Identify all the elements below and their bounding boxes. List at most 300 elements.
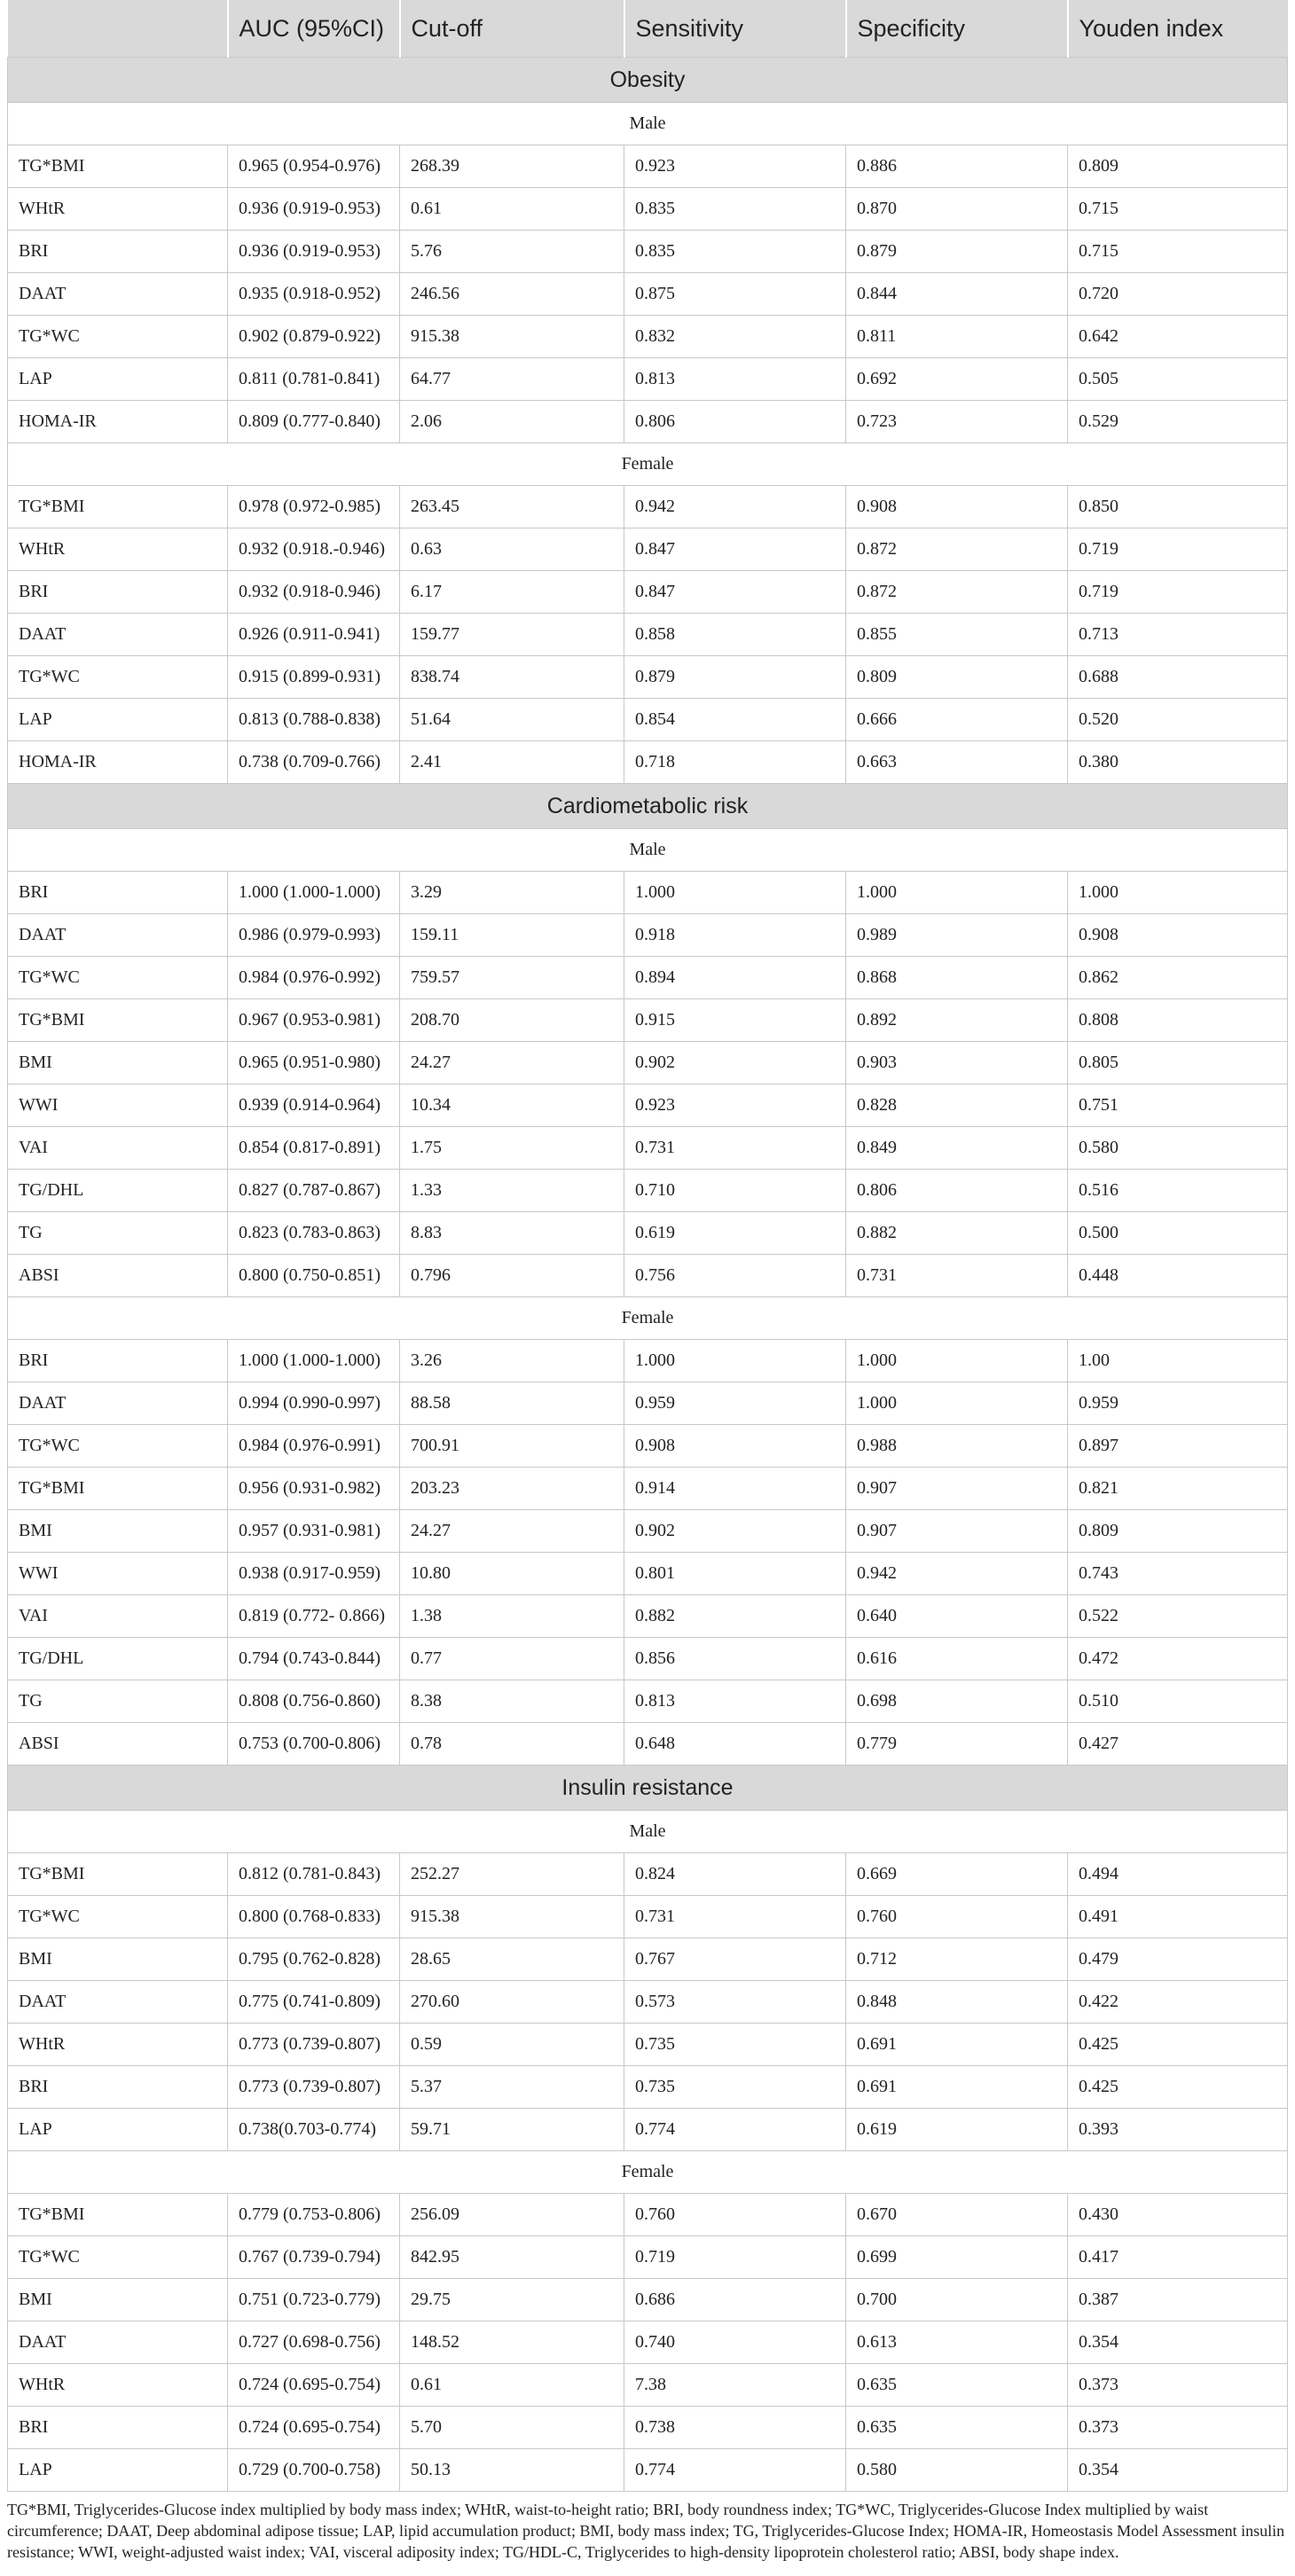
specificity-cell: 0.903 (846, 1042, 1068, 1084)
youden-index-cell: 0.425 (1068, 2066, 1288, 2109)
indicator-cell: TG*WC (8, 1425, 228, 1468)
auc-cell: 0.773 (0.739-0.807) (228, 2066, 400, 2109)
specificity-cell: 0.849 (846, 1127, 1068, 1170)
specificity-cell: 0.989 (846, 914, 1068, 957)
cutoff-cell: 64.77 (400, 358, 624, 401)
table-row (8, 999, 1288, 1042)
specificity-cell: 1.000 (846, 1340, 1068, 1382)
table-row (8, 2449, 1288, 2492)
specificity-cell: 0.616 (846, 1638, 1068, 1680)
cutoff-cell: 10.80 (400, 1553, 624, 1595)
specificity-cell: 0.699 (846, 2236, 1068, 2279)
sensitivity-cell: 0.854 (624, 699, 846, 741)
cutoff-cell: 1.75 (400, 1127, 624, 1170)
specificity-cell: 0.892 (846, 999, 1068, 1042)
indicator-cell: DAAT (8, 614, 228, 656)
group-row (8, 1297, 1288, 1340)
indicator-cell: BRI (8, 571, 228, 614)
cutoff-cell: 208.70 (400, 999, 624, 1042)
specificity-cell: 0.907 (846, 1468, 1068, 1510)
indicator-cell: TG*WC (8, 957, 228, 999)
youden-index-cell: 0.425 (1068, 2024, 1288, 2066)
sensitivity-cell: 0.813 (624, 358, 846, 401)
sensitivity-cell: 0.719 (624, 2236, 846, 2279)
auc-cell: 0.812 (0.781-0.843) (228, 1853, 400, 1896)
cutoff-cell: 5.70 (400, 2407, 624, 2449)
auc-cell: 0.794 (0.743-0.844) (228, 1638, 400, 1680)
table-row (8, 145, 1288, 188)
group-label: Female (8, 443, 1288, 486)
auc-cell: 0.978 (0.972-0.985) (228, 486, 400, 529)
group-label: Male (8, 103, 1288, 145)
table-row (8, 2236, 1288, 2279)
table-row (8, 2364, 1288, 2407)
specificity-cell: 0.868 (846, 957, 1068, 999)
table-row (8, 1510, 1288, 1553)
auc-cell: 0.854 (0.817-0.891) (228, 1127, 400, 1170)
sensitivity-cell: 0.774 (624, 2449, 846, 2492)
youden-index-cell: 0.688 (1068, 656, 1288, 699)
cutoff-cell: 10.34 (400, 1084, 624, 1127)
indicator-cell: WHtR (8, 2364, 228, 2407)
cutoff-cell: 0.61 (400, 188, 624, 231)
specificity-cell: 0.723 (846, 401, 1068, 443)
auc-cell: 0.902 (0.879-0.922) (228, 316, 400, 358)
indicator-cell: TG*BMI (8, 999, 228, 1042)
sensitivity-cell: 1.000 (624, 872, 846, 914)
specificity-cell: 1.000 (846, 1382, 1068, 1425)
auc-cell: 0.800 (0.768-0.833) (228, 1896, 400, 1938)
youden-index-cell: 0.510 (1068, 1680, 1288, 1723)
sensitivity-cell: 0.858 (624, 614, 846, 656)
auc-cell: 0.819 (0.772- 0.866) (228, 1595, 400, 1638)
sensitivity-cell: 0.879 (624, 656, 846, 699)
indicator-cell: BRI (8, 872, 228, 914)
indicator-cell: TG (8, 1680, 228, 1723)
group-label: Female (8, 1297, 1288, 1340)
table-row (8, 316, 1288, 358)
roc-results-table (7, 0, 1288, 2492)
youden-index-cell: 0.354 (1068, 2449, 1288, 2492)
specificity-cell: 0.811 (846, 316, 1068, 358)
indicator-cell: DAAT (8, 273, 228, 316)
indicator-cell: LAP (8, 358, 228, 401)
table-row (8, 1853, 1288, 1896)
auc-cell: 0.827 (0.787-0.867) (228, 1170, 400, 1212)
header-youden-index: Youden index (1068, 0, 1288, 58)
youden-index-cell: 0.494 (1068, 1853, 1288, 1896)
section-row (8, 784, 1288, 829)
table-header (8, 0, 1288, 58)
youden-index-cell: 0.354 (1068, 2322, 1288, 2364)
auc-cell: 0.932 (0.918.-0.946) (228, 529, 400, 571)
table-row (8, 1212, 1288, 1255)
table-row (8, 957, 1288, 999)
indicator-cell: VAI (8, 1595, 228, 1638)
sensitivity-cell: 0.908 (624, 1425, 846, 1468)
indicator-cell: HOMA-IR (8, 401, 228, 443)
sensitivity-cell: 0.710 (624, 1170, 846, 1212)
cutoff-cell: 270.60 (400, 1981, 624, 2024)
youden-index-cell: 0.713 (1068, 614, 1288, 656)
indicator-cell: BMI (8, 2279, 228, 2322)
auc-cell: 0.753 (0.700-0.806) (228, 1723, 400, 1766)
indicator-cell: BRI (8, 2066, 228, 2109)
cutoff-cell: 203.23 (400, 1468, 624, 1510)
table-row (8, 2109, 1288, 2151)
cutoff-cell: 915.38 (400, 1896, 624, 1938)
table-row (8, 2322, 1288, 2364)
cutoff-cell: 2.06 (400, 401, 624, 443)
auc-cell: 0.936 (0.919-0.953) (228, 231, 400, 273)
cutoff-cell: 148.52 (400, 2322, 624, 2364)
sensitivity-cell: 0.731 (624, 1127, 846, 1170)
cutoff-cell: 842.95 (400, 2236, 624, 2279)
sensitivity-cell: 0.882 (624, 1595, 846, 1638)
auc-cell: 0.984 (0.976-0.992) (228, 957, 400, 999)
indicator-cell: LAP (8, 699, 228, 741)
sensitivity-cell: 0.856 (624, 1638, 846, 1680)
cutoff-cell: 24.27 (400, 1510, 624, 1553)
specificity-cell: 0.844 (846, 273, 1068, 316)
auc-cell: 0.724 (0.695-0.754) (228, 2364, 400, 2407)
group-label: Male (8, 829, 1288, 872)
indicator-cell: ABSI (8, 1255, 228, 1297)
cutoff-cell: 0.63 (400, 529, 624, 571)
auc-cell: 0.823 (0.783-0.863) (228, 1212, 400, 1255)
group-row (8, 2151, 1288, 2194)
table-row (8, 1340, 1288, 1382)
cutoff-cell: 252.27 (400, 1853, 624, 1896)
sensitivity-cell: 0.835 (624, 188, 846, 231)
sensitivity-cell: 0.902 (624, 1042, 846, 1084)
indicator-cell: TG*BMI (8, 486, 228, 529)
youden-index-cell: 0.417 (1068, 2236, 1288, 2279)
cutoff-cell: 838.74 (400, 656, 624, 699)
table-row (8, 2279, 1288, 2322)
auc-cell: 0.965 (0.954-0.976) (228, 145, 400, 188)
auc-cell: 0.935 (0.918-0.952) (228, 273, 400, 316)
specificity-cell: 0.886 (846, 145, 1068, 188)
specificity-cell: 0.580 (846, 2449, 1068, 2492)
cutoff-cell: 1.38 (400, 1595, 624, 1638)
auc-cell: 0.808 (0.756-0.860) (228, 1680, 400, 1723)
youden-index-cell: 0.743 (1068, 1553, 1288, 1595)
auc-cell: 0.938 (0.917-0.959) (228, 1553, 400, 1595)
sensitivity-cell: 0.735 (624, 2024, 846, 2066)
cutoff-cell: 50.13 (400, 2449, 624, 2492)
youden-index-cell: 0.719 (1068, 529, 1288, 571)
indicator-cell: HOMA-IR (8, 741, 228, 784)
specificity-cell: 0.635 (846, 2407, 1068, 2449)
youden-index-cell: 0.808 (1068, 999, 1288, 1042)
indicator-cell: LAP (8, 2449, 228, 2492)
cutoff-cell: 2.41 (400, 741, 624, 784)
group-label: Male (8, 1811, 1288, 1853)
youden-index-cell: 0.520 (1068, 699, 1288, 741)
table-row (8, 486, 1288, 529)
auc-cell: 0.926 (0.911-0.941) (228, 614, 400, 656)
cutoff-cell: 700.91 (400, 1425, 624, 1468)
specificity-cell: 0.806 (846, 1170, 1068, 1212)
youden-index-cell: 0.373 (1068, 2364, 1288, 2407)
sensitivity-cell: 0.923 (624, 145, 846, 188)
section-title: Cardiometabolic risk (8, 784, 1288, 829)
youden-index-cell: 0.642 (1068, 316, 1288, 358)
indicator-cell: VAI (8, 1127, 228, 1170)
specificity-cell: 0.691 (846, 2066, 1068, 2109)
auc-cell: 0.767 (0.739-0.794) (228, 2236, 400, 2279)
youden-index-cell: 0.908 (1068, 914, 1288, 957)
table-footnote: TG*BMI, Triglycerides-Glucose index multiplied by body mass index; WHtR, waist-to-height ratio; BRI, body roundness index; TG*WC, Triglycerides-Glucose Index multiplied by waist circumference; DAAT, Deep abdominal adipose tissue; LAP, lipid accumulation product; BMI, body mass index; TG, Triglycerides-Glucose Index; HOMA-IR, Homeostasis Model Assessment insulin resistance; WWI, weight-adjusted waist index; VAI, visceral adiposity index; TG/HDL-C, Triglycerides to high-density lipoprotein cholesterol ratio; ABSI, body shape index. (7, 2501, 1285, 2561)
youden-index-cell: 0.500 (1068, 1212, 1288, 1255)
table-row (8, 401, 1288, 443)
indicator-cell: WHtR (8, 2024, 228, 2066)
specificity-cell: 0.712 (846, 1938, 1068, 1981)
section-title: Insulin resistance (8, 1766, 1288, 1811)
table-row (8, 571, 1288, 614)
sensitivity-cell: 0.806 (624, 401, 846, 443)
specificity-cell: 0.698 (846, 1680, 1068, 1723)
cutoff-cell: 0.796 (400, 1255, 624, 1297)
sensitivity-cell: 0.619 (624, 1212, 846, 1255)
indicator-cell: TG/DHL (8, 1170, 228, 1212)
group-row (8, 103, 1288, 145)
indicator-cell: BRI (8, 231, 228, 273)
sensitivity-cell: 0.902 (624, 1510, 846, 1553)
specificity-cell: 0.670 (846, 2194, 1068, 2236)
indicator-cell: TG*WC (8, 656, 228, 699)
sensitivity-cell: 0.648 (624, 1723, 846, 1766)
table-row (8, 1595, 1288, 1638)
cutoff-cell: 6.17 (400, 571, 624, 614)
sensitivity-cell: 0.942 (624, 486, 846, 529)
table-row (8, 1896, 1288, 1938)
cutoff-cell: 0.59 (400, 2024, 624, 2066)
indicator-cell: BMI (8, 1510, 228, 1553)
sensitivity-cell: 0.875 (624, 273, 846, 316)
results-table-container (7, 0, 1287, 2492)
indicator-cell: BRI (8, 2407, 228, 2449)
specificity-cell: 0.988 (846, 1425, 1068, 1468)
youden-index-cell: 0.380 (1068, 741, 1288, 784)
youden-index-cell: 0.580 (1068, 1127, 1288, 1170)
auc-cell: 0.738 (0.709-0.766) (228, 741, 400, 784)
indicator-cell: WWI (8, 1553, 228, 1595)
indicator-cell: TG*BMI (8, 145, 228, 188)
cutoff-cell: 246.56 (400, 273, 624, 316)
specificity-cell: 1.000 (846, 872, 1068, 914)
table-row (8, 1127, 1288, 1170)
youden-index-cell: 0.491 (1068, 1896, 1288, 1938)
header-row (8, 0, 1288, 58)
sensitivity-cell: 0.801 (624, 1553, 846, 1595)
indicator-cell: TG*BMI (8, 1468, 228, 1510)
indicator-cell: ABSI (8, 1723, 228, 1766)
table-row (8, 1638, 1288, 1680)
specificity-cell: 0.879 (846, 231, 1068, 273)
indicator-cell: BRI (8, 1340, 228, 1382)
table-row (8, 1084, 1288, 1127)
youden-index-cell: 0.862 (1068, 957, 1288, 999)
indicator-cell: BMI (8, 1938, 228, 1981)
group-label: Female (8, 2151, 1288, 2194)
table-row (8, 2194, 1288, 2236)
youden-index-cell: 0.393 (1068, 2109, 1288, 2151)
table-row (8, 1981, 1288, 2024)
group-row (8, 1811, 1288, 1853)
cutoff-cell: 24.27 (400, 1042, 624, 1084)
specificity-cell: 0.669 (846, 1853, 1068, 1896)
table-row (8, 1425, 1288, 1468)
cutoff-cell: 0.61 (400, 2364, 624, 2407)
youden-index-cell: 1.00 (1068, 1340, 1288, 1382)
cutoff-cell: 88.58 (400, 1382, 624, 1425)
table-row (8, 656, 1288, 699)
table-row (8, 1255, 1288, 1297)
specificity-cell: 0.613 (846, 2322, 1068, 2364)
specificity-cell: 0.870 (846, 188, 1068, 231)
cutoff-cell: 759.57 (400, 957, 624, 999)
specificity-cell: 0.619 (846, 2109, 1068, 2151)
auc-cell: 0.957 (0.931-0.981) (228, 1510, 400, 1553)
youden-index-cell: 0.448 (1068, 1255, 1288, 1297)
specificity-cell: 0.872 (846, 529, 1068, 571)
header-auc: AUC (95%CI) (228, 0, 400, 58)
auc-cell: 0.729 (0.700-0.758) (228, 2449, 400, 2492)
youden-index-cell: 0.805 (1068, 1042, 1288, 1084)
indicator-cell: DAAT (8, 1382, 228, 1425)
youden-index-cell: 0.522 (1068, 1595, 1288, 1638)
youden-index-cell: 0.505 (1068, 358, 1288, 401)
table-row (8, 872, 1288, 914)
youden-index-cell: 0.516 (1068, 1170, 1288, 1212)
youden-index-cell: 0.715 (1068, 188, 1288, 231)
specificity-cell: 0.692 (846, 358, 1068, 401)
sensitivity-cell: 0.718 (624, 741, 846, 784)
cutoff-cell: 3.29 (400, 872, 624, 914)
specificity-cell: 0.908 (846, 486, 1068, 529)
youden-index-cell: 1.000 (1068, 872, 1288, 914)
table-row (8, 273, 1288, 316)
indicator-cell: TG*BMI (8, 1853, 228, 1896)
youden-index-cell: 0.422 (1068, 1981, 1288, 2024)
youden-index-cell: 0.715 (1068, 231, 1288, 273)
auc-cell: 0.986 (0.979-0.993) (228, 914, 400, 957)
sensitivity-cell: 0.918 (624, 914, 846, 957)
auc-cell: 0.800 (0.750-0.851) (228, 1255, 400, 1297)
header-sensitivity: Sensitivity (624, 0, 846, 58)
auc-cell: 0.773 (0.739-0.807) (228, 2024, 400, 2066)
specificity-cell: 0.848 (846, 1981, 1068, 2024)
auc-cell: 0.795 (0.762-0.828) (228, 1938, 400, 1981)
specificity-cell: 0.882 (846, 1212, 1068, 1255)
auc-cell: 1.000 (1.000-1.000) (228, 1340, 400, 1382)
sensitivity-cell: 0.847 (624, 571, 846, 614)
indicator-cell: TG*BMI (8, 2194, 228, 2236)
auc-cell: 0.809 (0.777-0.840) (228, 401, 400, 443)
specificity-cell: 0.666 (846, 699, 1068, 741)
table-row (8, 1723, 1288, 1766)
cutoff-cell: 5.76 (400, 231, 624, 273)
cutoff-cell: 159.77 (400, 614, 624, 656)
sensitivity-cell: 0.735 (624, 2066, 846, 2109)
table-row (8, 614, 1288, 656)
sensitivity-cell: 0.573 (624, 1981, 846, 2024)
specificity-cell: 0.907 (846, 1510, 1068, 1553)
auc-cell: 0.779 (0.753-0.806) (228, 2194, 400, 2236)
cutoff-cell: 263.45 (400, 486, 624, 529)
specificity-cell: 0.663 (846, 741, 1068, 784)
cutoff-cell: 3.26 (400, 1340, 624, 1382)
sensitivity-cell: 0.915 (624, 999, 846, 1042)
cutoff-cell: 256.09 (400, 2194, 624, 2236)
youden-index-cell: 0.959 (1068, 1382, 1288, 1425)
auc-cell: 0.738(0.703-0.774) (228, 2109, 400, 2151)
auc-cell: 0.965 (0.951-0.980) (228, 1042, 400, 1084)
cutoff-cell: 1.33 (400, 1170, 624, 1212)
table-body (8, 58, 1288, 2492)
sensitivity-cell: 0.923 (624, 1084, 846, 1127)
auc-cell: 0.967 (0.953-0.981) (228, 999, 400, 1042)
sensitivity-cell: 0.740 (624, 2322, 846, 2364)
sensitivity-cell: 0.813 (624, 1680, 846, 1723)
indicator-cell: LAP (8, 2109, 228, 2151)
table-row (8, 1553, 1288, 1595)
indicator-cell: DAAT (8, 1981, 228, 2024)
cutoff-cell: 5.37 (400, 2066, 624, 2109)
specificity-cell: 0.942 (846, 1553, 1068, 1595)
specificity-cell: 0.640 (846, 1595, 1068, 1638)
auc-cell: 0.936 (0.919-0.953) (228, 188, 400, 231)
youden-index-cell: 0.850 (1068, 486, 1288, 529)
indicator-cell: TG*WC (8, 1896, 228, 1938)
sensitivity-cell: 0.832 (624, 316, 846, 358)
youden-index-cell: 0.479 (1068, 1938, 1288, 1981)
indicator-cell: WHtR (8, 529, 228, 571)
sensitivity-cell: 0.914 (624, 1468, 846, 1510)
sensitivity-cell: 0.760 (624, 2194, 846, 2236)
auc-cell: 0.984 (0.976-0.991) (228, 1425, 400, 1468)
specificity-cell: 0.828 (846, 1084, 1068, 1127)
sensitivity-cell: 0.767 (624, 1938, 846, 1981)
table-row (8, 1382, 1288, 1425)
sensitivity-cell: 1.000 (624, 1340, 846, 1382)
specificity-cell: 0.731 (846, 1255, 1068, 1297)
auc-cell: 0.939 (0.914-0.964) (228, 1084, 400, 1127)
youden-index-cell: 0.751 (1068, 1084, 1288, 1127)
youden-index-cell: 0.897 (1068, 1425, 1288, 1468)
auc-cell: 0.751 (0.723-0.779) (228, 2279, 400, 2322)
indicator-cell: TG (8, 1212, 228, 1255)
indicator-cell: WHtR (8, 188, 228, 231)
youden-index-cell: 0.719 (1068, 571, 1288, 614)
table-row (8, 1680, 1288, 1723)
youden-index-cell: 0.373 (1068, 2407, 1288, 2449)
youden-index-cell: 0.427 (1068, 1723, 1288, 1766)
table-row (8, 358, 1288, 401)
auc-cell: 0.915 (0.899-0.931) (228, 656, 400, 699)
table-row (8, 2066, 1288, 2109)
youden-index-cell: 0.472 (1068, 1638, 1288, 1680)
header-cutoff: Cut-off (400, 0, 624, 58)
table-row (8, 529, 1288, 571)
cutoff-cell: 915.38 (400, 316, 624, 358)
table-row (8, 1468, 1288, 1510)
auc-cell: 0.813 (0.788-0.838) (228, 699, 400, 741)
group-row (8, 443, 1288, 486)
cutoff-cell: 8.83 (400, 1212, 624, 1255)
